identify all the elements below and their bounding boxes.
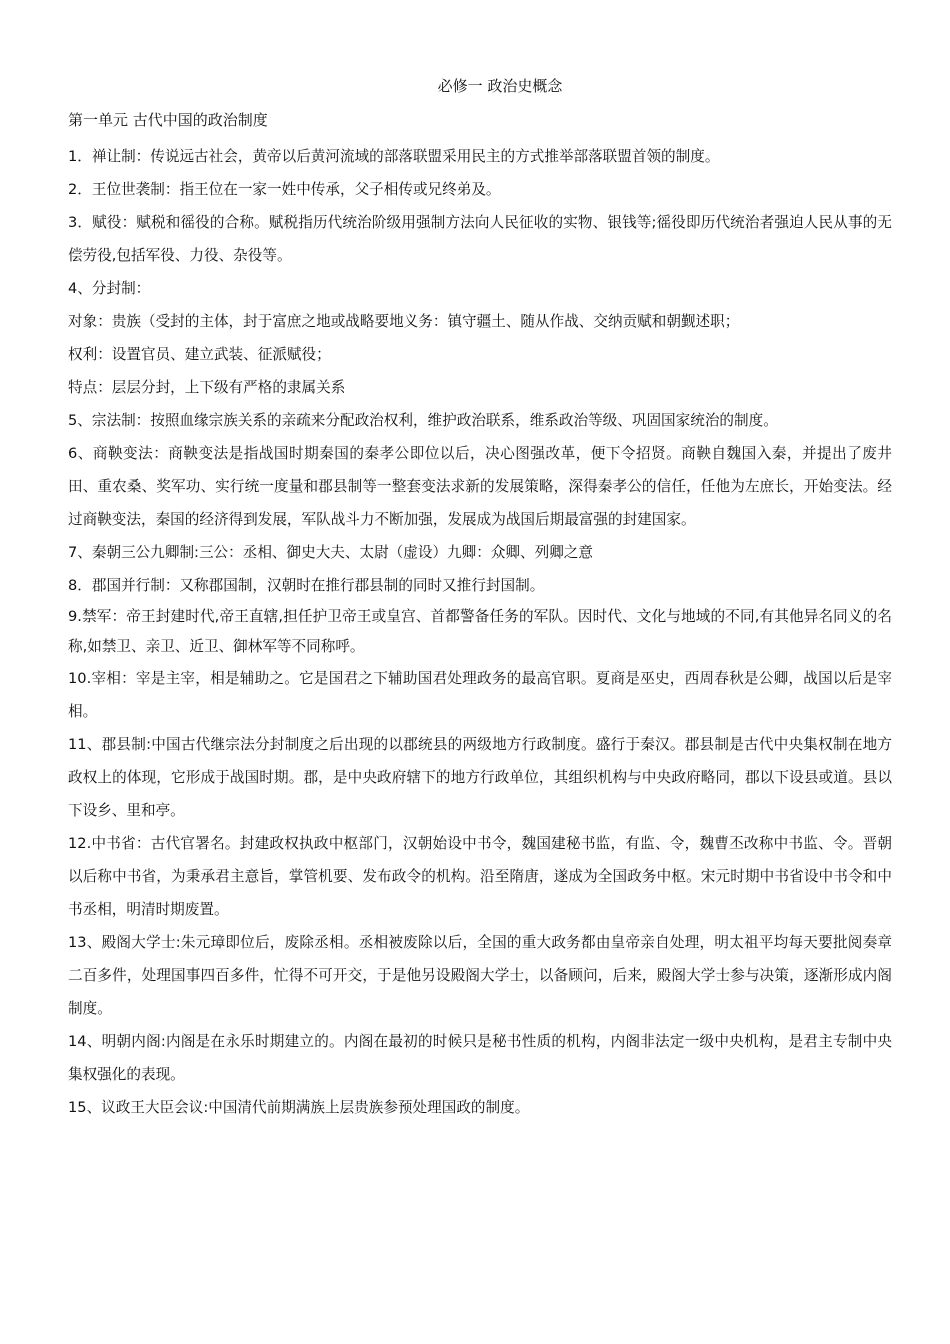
paragraph-enfeoffment-rights: 权利：设置官员、建立武装、征派赋役；: [68, 346, 331, 363]
paragraph-enfeoffment: 4、分封制：: [68, 280, 151, 297]
paragraph-patriarchal-clan: 5、宗法制：按照血缘宗族关系的亲疏来分配政治权利，维护政治联系，维系政治等级、巩固国家统治的制度。: [68, 412, 778, 429]
paragraph-three-lords-nine-ministers: 7、秦朝三公九卿制:三公：丞相、御史大夫、太尉（虚设）九卿：众卿、列卿之意: [68, 544, 593, 561]
paragraph-shang-yang-reform: 6、商鞅变法：商鞅变法是指战国时期秦国的秦孝公即位以后，决心图强改革，便下令招贤。商鞅自魏国入秦，并提出了废井田、重农桑、奖军功、实行统一度量和郡县制等一整套变法求新的发展策略，深得秦孝公的信任，任他为左庶长，开始变法。经过商鞅变法，秦国的经济得到发展，军队战斗力不断加强，发展成为战国后期最富强的封建国家。: [68, 445, 892, 528]
paragraph-commandery-county: 11、郡县制:中国古代继宗法分封制度之后出现的以郡统县的两级地方行政制度。盛行于秦汉。郡县制是古代中央集权制在地方政权上的体现，它形成于战国时期。郡，是中央政府辖下的地方行政单位，其组织机构与中央政府略同，郡以下设县或道。县以下设乡、里和亭。: [68, 736, 892, 819]
paragraph-deliberative-council: 15、议政王大臣会议:中国清代前期满族上层贵族参预处理国政的制度。: [68, 1099, 530, 1116]
document-title: 必修一 政治史概念: [437, 77, 563, 95]
paragraph-commandery-fief: 8．郡国并行制：又称郡国制，汉朝时在推行郡县制的同时又推行封国制。: [68, 577, 545, 594]
paragraph-enfeoffment-features: 特点：层层分封，上下级有严格的隶属关系: [68, 379, 346, 396]
paragraph-chancellor: 10.宰相：宰是主宰，相是辅助之。它是国君之下辅助国君处理政务的最高官职。夏商是巫史，西周春秋是公卿，战国以后是宰相。: [68, 670, 892, 720]
paragraph-enfeoffment-objects: 对象：贵族（受封的主体，封于富庶之地或战略要地义务：镇守疆土、随从作战、交纳贡赋和朝觐述职；: [68, 313, 740, 330]
paragraph-grand-secretary: 13、殿阁大学士:朱元璋即位后，废除丞相。丞相被废除以后，全国的重大政务都由皇帝亲自处理，明太祖平均每天要批阅奏章二百多件，处理国事四百多件，忙得不可开交，于是他另设殿阁大学士，以备顾问，后来，殿阁大学士参与决策，逐渐形成内阁制度。: [68, 934, 892, 1017]
paragraph-secretariat: 12.中书省：古代官署名。封建政权执政中枢部门，汉朝始设中书令，魏国建秘书监，有监、令，魏曹丕改称中书监、令。晋朝以后称中书省，为秉承君主意旨，掌管机要、发布政令的机构。沿至隋唐，遂成为全国政务中枢。宋元时期中书省设中书令和中书丞相，明清时期废置。: [68, 835, 892, 918]
unit-heading: 第一单元 古代中国的政治制度: [68, 111, 268, 129]
paragraph-abdication: 1．禅让制：传说远古社会，黄帝以后黄河流域的部落联盟采用民主的方式推举部落联盟首领的制度。: [68, 148, 720, 165]
paragraph-taxes-corvee: 3．赋役：赋税和徭役的合称。赋税指历代统治阶级用强制方法向人民征收的实物、银钱等;徭役即历代统治者强迫人民从事的无偿劳役,包括军役、力役、杂役等。: [68, 214, 892, 264]
paragraph-hereditary-throne: 2．王位世袭制：指王位在一家一姓中传承，父子相传或兄终弟及。: [68, 181, 501, 198]
paragraph-imperial-guard: 9.禁军：帝王封建时代,帝王直辖,担任护卫帝王或皇宫、首都警备任务的军队。因时代、文化与地域的不同,有其他异名同义的名称,如禁卫、亲卫、近卫、御林军等不同称呼。: [68, 608, 892, 655]
paragraph-ming-cabinet: 14、明朝内阁:内阁是在永乐时期建立的。内阁在最初的时候只是秘书性质的机构，内阁非法定一级中央机构，是君主专制中央集权强化的表现。: [68, 1033, 892, 1083]
